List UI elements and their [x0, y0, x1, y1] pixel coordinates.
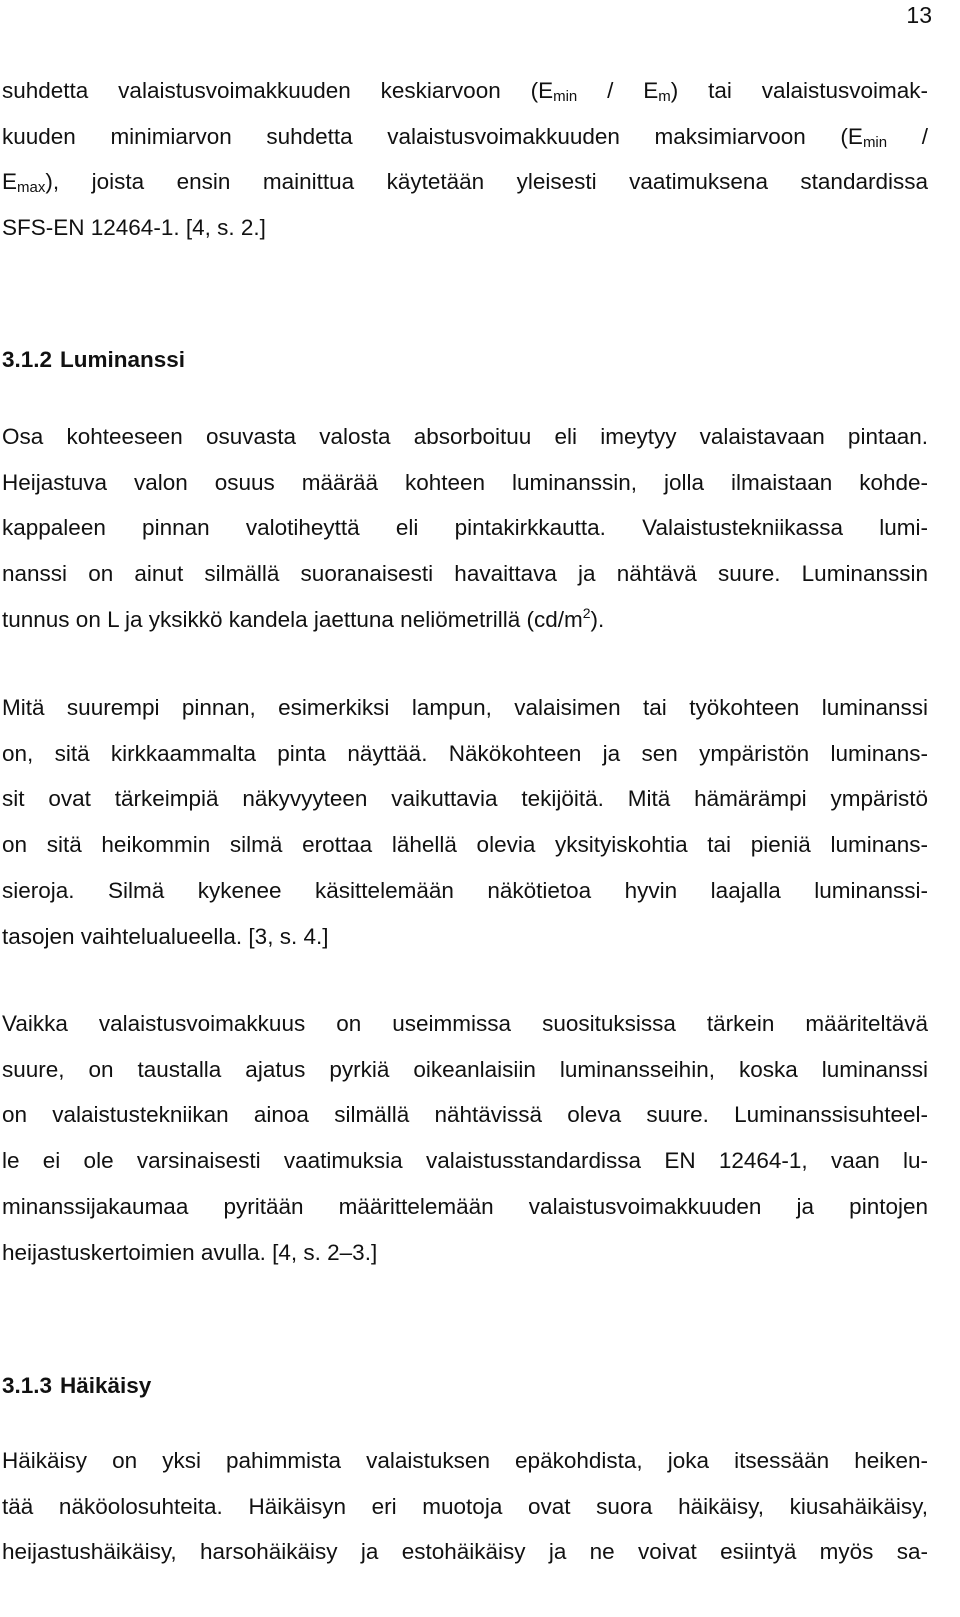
- section-title: Häikäisy: [60, 1373, 152, 1398]
- text-line: tunnus on L ja yksikkö kandela jaettuna neliömetrillä $(cd/m^2)$.: [2, 604, 605, 632]
- text-line: le ei ole varsinaisesti vaatimuksia valaistusstandardissa EN 12464-1, vaan lu-: [2, 1148, 928, 1174]
- text-line: tää näköolosuhteita. Häikäisyn eri muotoja ovat suora häikäisy, kiusahäikäisy,: [2, 1493, 928, 1519]
- text-line: on valaistustekniikan ainoa silmällä nähtävissä oleva suure. Luminanssisuhteel-: [2, 1102, 928, 1128]
- paragraph-1: [2, 68, 928, 251]
- text-line: kappaleen pinnan valotiheyttä eli pintakirkkautta. Valaistustekniikassa lumi-: [2, 515, 928, 541]
- text-line: $E_{max}$), joista ensin mainittua käytetään yleisesti vaatimuksena standardissa: [2, 169, 928, 197]
- text-line: suure, on taustalla ajatus pyrkiä oikeanlaisiin luminansseihin, koska luminanssi: [2, 1056, 928, 1082]
- text-line: kuuden minimiarvon suhdetta valaistusvoimakkuuden maksimiarvoon ($E_{min}$ /: [2, 123, 928, 151]
- text-line: minanssijakaumaa pyritään määrittelemään valaistusvoimakkuuden ja pintojen: [2, 1193, 928, 1219]
- text-line: suhdetta valaistusvoimakkuuden keskiarvoon $(E_{min} / E_m)$ tai valaistusvoimak-: [2, 78, 929, 105]
- text-line: Mitä suurempi pinnan, esimerkiksi lampun, valaisimen tai työkohteen luminanssi: [2, 695, 928, 720]
- paragraph-3: [2, 685, 928, 959]
- text-line: Häikäisy on yksi pahimmista valaistuksen epäkohdista, joka itsessään heiken-: [2, 1448, 928, 1473]
- text-line: on sitä heikommin silmä erottaa lähellä olevia yksityiskohtia tai pieniä luminans-: [2, 832, 928, 858]
- paragraph-4: [2, 1001, 928, 1275]
- page-number: 13: [906, 2, 932, 28]
- text-line: Vaikka valaistusvoimakkuus on useimmissa suosituksissa tärkein määriteltävä: [2, 1011, 928, 1036]
- text-line: nanssi on ainut silmällä suoranaisesti havaittava ja nähtävä suure. Luminanssin: [2, 561, 928, 587]
- text-line: on, sitä kirkkaammalta pinta näyttää. Näkökohteen ja sen ympäristön luminans-: [2, 740, 928, 766]
- text-line: heijastushäikäisy, harsohäikäisy ja estohäikäisy ja ne voivat esiintyä myös sa-: [2, 1539, 928, 1565]
- paragraph-5: [2, 1438, 928, 1575]
- section-heading-3-1-3: [2, 1373, 151, 1399]
- text-line: sit ovat tärkeimpiä näkyvyyteen vaikuttavia tekijöitä. Mitä hämärämpi ympäristö: [2, 786, 928, 812]
- section-heading-3-1-2: [2, 347, 185, 373]
- text-line: Osa kohteeseen osuvasta valosta absorboituu eli imeytyy valaistavaan pintaan.: [2, 424, 928, 449]
- section-number: 3.1.2: [2, 347, 53, 372]
- text-line: Heijastuva valon osuus määrää kohteen luminanssin, jolla ilmaistaan kohde-: [2, 469, 928, 495]
- section-title: Luminanssi: [60, 347, 186, 372]
- text-line: SFS-EN 12464-1. [4, s. 2.]: [2, 215, 266, 241]
- section-number: 3.1.3: [2, 1373, 53, 1398]
- text-line: sieroja. Silmä kykenee käsittelemään näkötietoa hyvin laajalla luminanssi-: [2, 877, 928, 903]
- text-line: heijastuskertoimien avulla. [4, s. 2–3.]: [2, 1239, 378, 1265]
- text-line: tasojen vaihtelualueella. [3, s. 4.]: [2, 923, 329, 949]
- paragraph-2: [2, 414, 928, 643]
